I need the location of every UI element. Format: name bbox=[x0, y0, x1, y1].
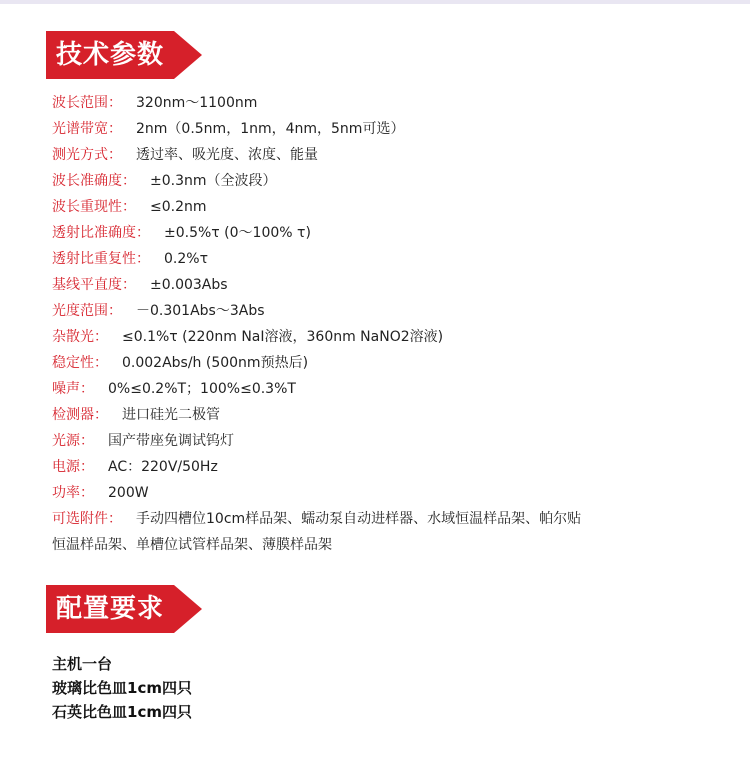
spec-value: 320nm～1100nm bbox=[136, 95, 258, 111]
top-divider bbox=[0, 0, 750, 4]
spec-separator: ： bbox=[94, 407, 108, 423]
spec-row bbox=[52, 272, 732, 298]
spec-value: ±0.3nm（全波段） bbox=[150, 173, 277, 189]
config-list bbox=[52, 652, 192, 724]
spec-separator: ： bbox=[136, 225, 150, 241]
spec-separator: ： bbox=[80, 433, 94, 449]
spec-value: AC：220V/50Hz bbox=[108, 459, 218, 475]
spec-separator: ： bbox=[94, 329, 108, 345]
spec-value: 200W bbox=[108, 485, 149, 501]
spec-label: 光谱带宽 bbox=[52, 121, 108, 137]
spec-separator: ： bbox=[108, 121, 122, 137]
config-section-title: 配置要求 bbox=[56, 594, 165, 624]
spec-label: 透射比重复性 bbox=[52, 251, 136, 267]
spec-label: 波长重现性 bbox=[52, 199, 122, 215]
spec-label: 功率 bbox=[52, 485, 80, 501]
spec-row bbox=[52, 90, 732, 116]
spec-row bbox=[52, 116, 732, 142]
spec-value: 进口硅光二极管 bbox=[122, 407, 220, 423]
spec-value: ≤0.1%τ (220nm NaI溶液，360nm NaNO2溶液) bbox=[122, 329, 444, 345]
spec-row bbox=[52, 246, 732, 272]
spec-label: 光度范围 bbox=[52, 303, 108, 319]
spec-value: 2nm（0.5nm，1nm，4nm，5nm可选） bbox=[136, 121, 405, 137]
spec-row bbox=[52, 350, 732, 376]
spec-list bbox=[52, 90, 732, 558]
spec-row bbox=[52, 142, 732, 168]
spec-label: 基线平直度 bbox=[52, 277, 122, 293]
specs-section-title: 技术参数 bbox=[56, 40, 165, 70]
spec-separator: ： bbox=[122, 199, 136, 215]
spec-label: 检测器 bbox=[52, 407, 94, 423]
spec-separator: ： bbox=[108, 511, 122, 527]
spec-separator: ： bbox=[122, 277, 136, 293]
spec-separator: ： bbox=[80, 381, 94, 397]
spec-label: 噪声 bbox=[52, 381, 80, 397]
spec-value: 0.002Abs/h (500nm预热后) bbox=[122, 355, 309, 371]
spec-value: 0%≤0.2%T；100%≤0.3%T bbox=[108, 381, 296, 397]
spec-row bbox=[52, 376, 732, 402]
spec-separator: ： bbox=[136, 251, 150, 267]
spec-separator: ： bbox=[80, 459, 94, 475]
spec-value: 国产带座免调试钨灯 bbox=[108, 433, 234, 449]
spec-value: 透过率、吸光度、浓度、能量 bbox=[136, 147, 318, 163]
spec-value: 0.2%τ bbox=[164, 251, 208, 267]
specs-section-banner bbox=[46, 31, 202, 79]
spec-label: 可选附件 bbox=[52, 511, 108, 527]
spec-separator: ： bbox=[122, 173, 136, 189]
spec-row bbox=[52, 324, 732, 350]
spec-separator: ： bbox=[108, 147, 122, 163]
spec-row bbox=[52, 402, 732, 428]
spec-row bbox=[52, 454, 732, 480]
config-section-banner bbox=[46, 585, 202, 633]
spec-separator: ： bbox=[94, 355, 108, 371]
spec-value: 手动四槽位10cm样品架、蠕动泵自动进样器、水域恒温样品架、帕尔贴 bbox=[136, 511, 582, 527]
spec-label: 透射比准确度 bbox=[52, 225, 136, 241]
spec-row bbox=[52, 506, 732, 532]
spec-continuation: 恒温样品架、单槽位试管样品架、薄膜样品架 bbox=[52, 537, 332, 553]
spec-row bbox=[52, 428, 732, 454]
spec-value: －0.301Abs～3Abs bbox=[136, 303, 265, 319]
spec-row bbox=[52, 168, 732, 194]
spec-label: 波长范围 bbox=[52, 95, 108, 111]
spec-label: 电源 bbox=[52, 459, 80, 475]
spec-row bbox=[52, 298, 732, 324]
spec-value: ±0.5%τ (0～100% τ) bbox=[164, 225, 311, 241]
spec-row bbox=[52, 220, 732, 246]
spec-value: ≤0.2nm bbox=[150, 199, 207, 215]
config-item: 主机一台 bbox=[52, 655, 113, 673]
spec-value: ±0.003Abs bbox=[150, 277, 228, 293]
spec-separator: ： bbox=[108, 95, 122, 111]
spec-row bbox=[52, 480, 732, 506]
spec-separator: ： bbox=[80, 485, 94, 501]
spec-separator: ： bbox=[108, 303, 122, 319]
config-item: 石英比色皿1cm四只 bbox=[52, 703, 192, 721]
spec-label: 光源 bbox=[52, 433, 80, 449]
spec-label: 波长准确度 bbox=[52, 173, 122, 189]
spec-label: 测光方式 bbox=[52, 147, 108, 163]
spec-label: 杂散光 bbox=[52, 329, 94, 345]
spec-row bbox=[52, 194, 732, 220]
config-item: 玻璃比色皿1cm四只 bbox=[52, 679, 192, 697]
spec-label: 稳定性 bbox=[52, 355, 94, 371]
